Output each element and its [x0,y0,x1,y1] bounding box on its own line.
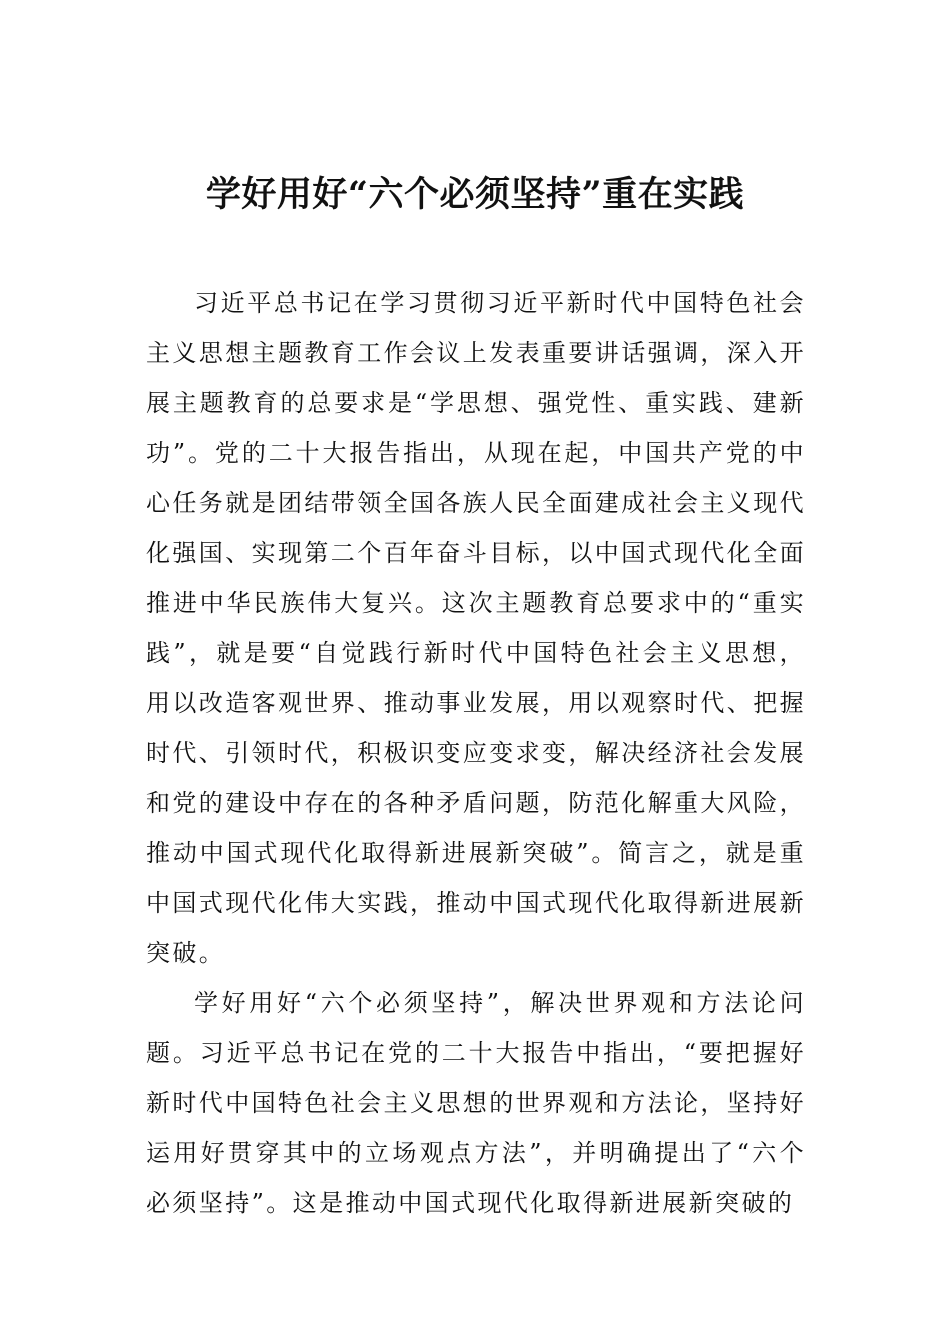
paragraph-2: 学好用好“六个必须坚持”，解决世界观和方法论问题。习近平总书记在党的二十大报告中指出，“要把握好新时代中国特色社会主义思想的世界观和方法论，坚持好运用好贯穿其中的立场观点方法”，并明确提出了“六个必须坚持”。这是推动中国式现代化取得新进展新突破的 [146,989,806,1217]
document-title: 学好用好“六个必须坚持”重在实践 [205,174,745,215]
paragraph-1: 习近平总书记在学习贯彻习近平新时代中国特色社会主义思想主题教育工作会议上发表重要讲话强调，深入开展主题教育的总要求是“学思想、强党性、重实践、建新功”。党的二十大报告指出，从现在起，中国共产党的中心任务就是团结带领全国各族人民全面建成社会主义现代化强国、实现第二个百年奋斗目标，以中国式现代化全面推进中华民族伟大复兴。这次主题教育总要求中的“重实践”，就是要“自觉践行新时代中国特色社会主义思想，用以改造客观世界、推动事业发展，用以观察时代、把握时代、引领时代，积极识变应变求变，解决经济社会发展和党的建设中存在的各种矛盾问题，防范化解重大风险，推动中国式现代化取得新进展新突破”。简言之，就是重中国式现代化伟大实践，推动中国式现代化取得新进展新突破。 [146,289,806,967]
document-body [146,278,806,1228]
